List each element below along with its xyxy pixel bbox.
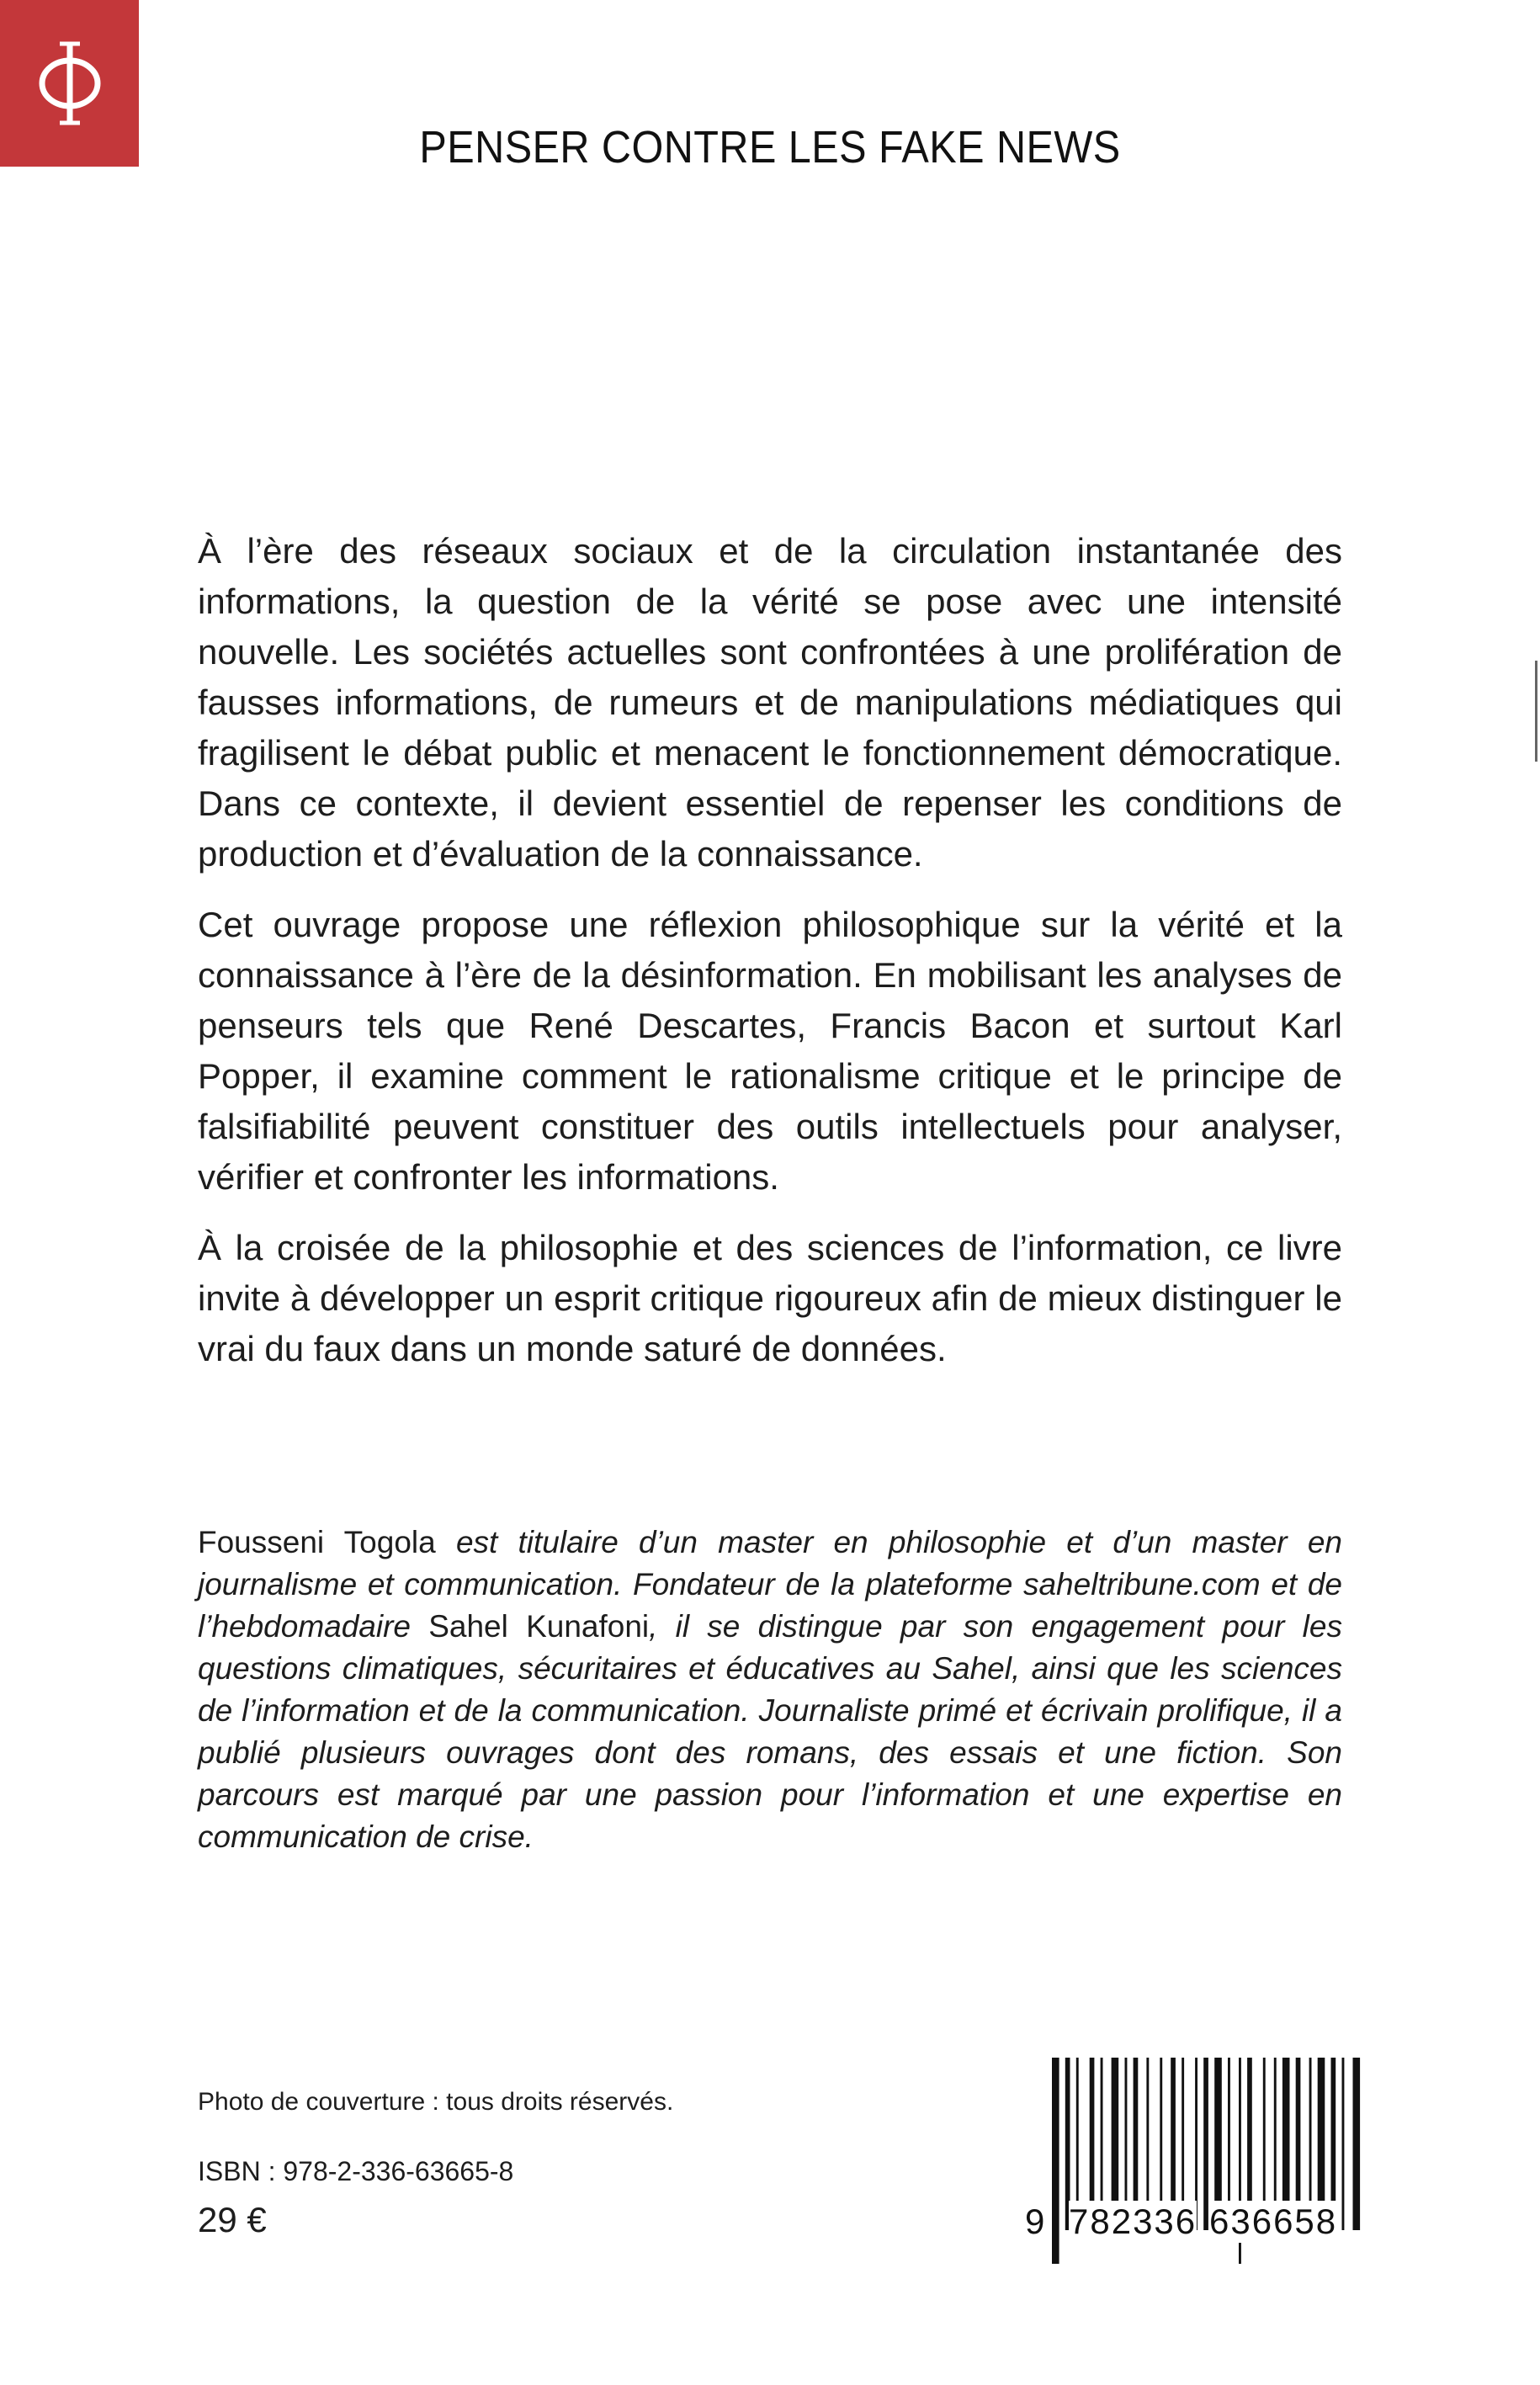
publication-name: Sahel Kunafoni <box>428 1609 650 1644</box>
author-name: Fousseni Togola <box>198 1525 436 1559</box>
blurb-paragraph: À la croisée de la philosophie et des sciences de l’information, ce livre invite à développer un esprit critique rigoureux afin de mieux distinguer le vrai du faux dans un monde saturé de données. <box>198 1228 1342 1368</box>
isbn: ISBN : 978-2-336-63665-8 <box>198 2156 514 2186</box>
photo-credit: Photo de couverture : tous droits réservés. <box>198 2088 674 2116</box>
barcode-right-digits: 636658 <box>1209 2202 1338 2241</box>
blurb-paragraph: À l’ère des réseaux sociaux et de la circulation instantanée des informations, la question de la vérité se pose avec une intensité nouvelle. Les sociétés actuelles sont confrontées à une prolifération de fausses informations, de rumeurs et de manipulations médiatiques qui fragilisent le débat public et menacent le fonctionnement démocratique. Dans ce contexte, il devient essentiel de repenser les conditions de production et d’évaluation de la connaissance. <box>198 531 1342 874</box>
barcode-bar <box>1052 2058 1059 2264</box>
barcode-bar <box>1342 2058 1345 2230</box>
author-bio <box>198 1522 1342 1858</box>
barcode-first-digit: 9 <box>1025 2201 1050 2243</box>
barcode-bar <box>1353 2058 1361 2230</box>
phi-icon <box>32 37 108 130</box>
spine-edge-mark <box>1535 661 1537 762</box>
series-title: PENSER CONTRE LES FAKE NEWS <box>419 122 1121 173</box>
price: 29 € <box>198 2200 267 2239</box>
bio-text: , il se distingue par son engagement pour les questions climatiques, sécuritaires et éducatives au Sahel, ainsi que les sciences de l’information et de la communication. Journaliste primé et écrivain prolifique, il a publié plusieurs ouvrages dont des romans, des essais et une fiction. Son parcours est marqué par une passion pour l’information et une expertise en communication de crise. <box>198 1609 1342 1854</box>
barcode-left-digits: 782336 <box>1069 2202 1197 2241</box>
barcode-bar <box>1203 2058 1208 2230</box>
blurb-paragraph: Cet ouvrage propose une réflexion philosophique sur la vérité et la connaissance à l’ère de la désinformation. En mobilisant les analyses de penseurs tels que René Descartes, Francis Bacon et surtout Karl Popper, il examine comment le rationalisme critique et le principe de falsifiabilité peuvent constituer des outils intellectuels pour analyser, vérifier et confronter les informations. <box>198 905 1342 1197</box>
bio-text: est titulaire d’un master en philosophie et d’un master en journalisme et communication. Fondateur de la plateforme saheltribune.com et de l’hebdomadaire <box>198 1525 1342 1644</box>
back-cover-blurb <box>198 526 1342 1394</box>
